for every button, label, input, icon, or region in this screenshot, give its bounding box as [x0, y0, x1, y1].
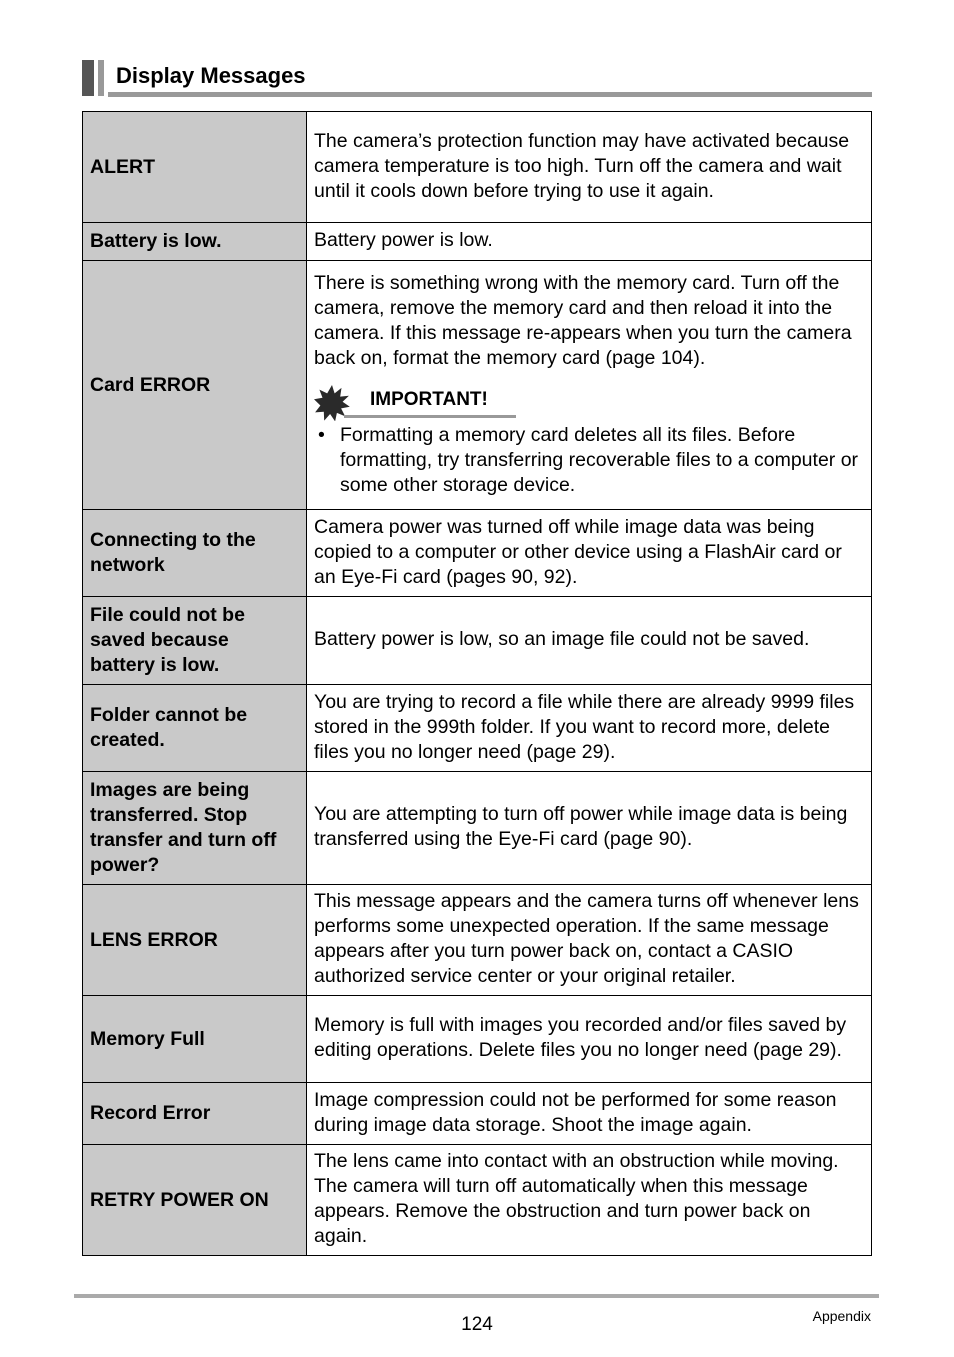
- message-description: There is something wrong with the memory card. Turn off the camera, remove the memory card and then reload it into the camera. If this message re-appears when you turn the camera back on, format the memory card (page 104).: [314, 271, 852, 369]
- table-row: [83, 885, 872, 996]
- header-bar-light: [98, 60, 104, 96]
- table-row: [83, 597, 872, 685]
- message-description: You are attempting to turn off power while image data is being transferred using the Eye-Fi card (page 90).: [307, 772, 872, 885]
- message-key: Record Error: [83, 1083, 307, 1145]
- footer-section-label: Appendix: [812, 1308, 871, 1324]
- message-description: Battery power is low.: [307, 223, 872, 261]
- display-messages-table: [82, 111, 872, 1256]
- table-row: [83, 112, 872, 223]
- message-description: Battery power is low, so an image file could not be saved.: [307, 597, 872, 685]
- table-row: [83, 1083, 872, 1145]
- table-row: [83, 996, 872, 1083]
- message-key: Memory Full: [83, 996, 307, 1083]
- message-key: Card ERROR: [83, 261, 307, 510]
- section-title: Display Messages: [116, 63, 306, 88]
- message-description: The lens came into contact with an obstruction while moving. The camera will turn off automatically when this message appears. Remove the obstruction and turn power back on again.: [307, 1145, 872, 1256]
- message-key: Battery is low.: [83, 223, 307, 261]
- message-description: Memory is full with images you recorded and/or files saved by editing operations. Delete files you no longer need (page 29).: [307, 996, 872, 1083]
- table-row: [83, 510, 872, 597]
- table-row: [83, 772, 872, 885]
- message-description: This message appears and the camera turns off whenever lens performs some unexpected operation. If the same message appears after you turn power back on, contact a CASIO authorized service center or your original retailer.: [307, 885, 872, 996]
- bullet-mark: •: [318, 423, 325, 446]
- table-row: [83, 223, 872, 261]
- header-bar-dark: [82, 60, 94, 96]
- footer-divider: [74, 1294, 879, 1298]
- message-key: File could not be saved because battery is low.: [83, 597, 307, 685]
- message-key: Folder cannot be created.: [83, 685, 307, 772]
- message-key: LENS ERROR: [83, 885, 307, 996]
- important-label: IMPORTANT!: [370, 389, 488, 410]
- page-number: 124: [461, 1314, 493, 1335]
- message-description: Camera power was turned off while image data was being copied to a computer or other device using a FlashAir card or an Eye-Fi card (pages 90, 92).: [307, 510, 872, 597]
- message-description-cell: [307, 261, 872, 510]
- header-underline: [108, 92, 872, 97]
- table-row: [83, 685, 872, 772]
- important-callout: [314, 385, 516, 421]
- table-row: [83, 1145, 872, 1256]
- important-bullet-item: [314, 423, 863, 498]
- message-key: Images are being transferred. Stop transfer and turn off power?: [83, 772, 307, 885]
- section-header: [82, 58, 872, 98]
- important-text: Formatting a memory card deletes all its files. Before formatting, try transferring recoverable files to a computer or some other storage device.: [340, 423, 859, 496]
- message-description: The camera’s protection function may have activated because camera temperature is too high. Turn off the camera and wait until it cools down before trying to use it again.: [307, 112, 872, 223]
- table-row: [83, 261, 872, 510]
- message-key: Connecting to the network: [83, 510, 307, 597]
- message-description: Image compression could not be performed for some reason during image data storage. Shoot the image again.: [307, 1083, 872, 1145]
- message-description: You are trying to record a file while there are already 9999 files stored in the 999th folder. If you want to record more, delete files you no longer need (page 29).: [307, 685, 872, 772]
- message-key: RETRY POWER ON: [83, 1145, 307, 1256]
- message-key: ALERT: [83, 112, 307, 223]
- important-underline: [344, 415, 516, 418]
